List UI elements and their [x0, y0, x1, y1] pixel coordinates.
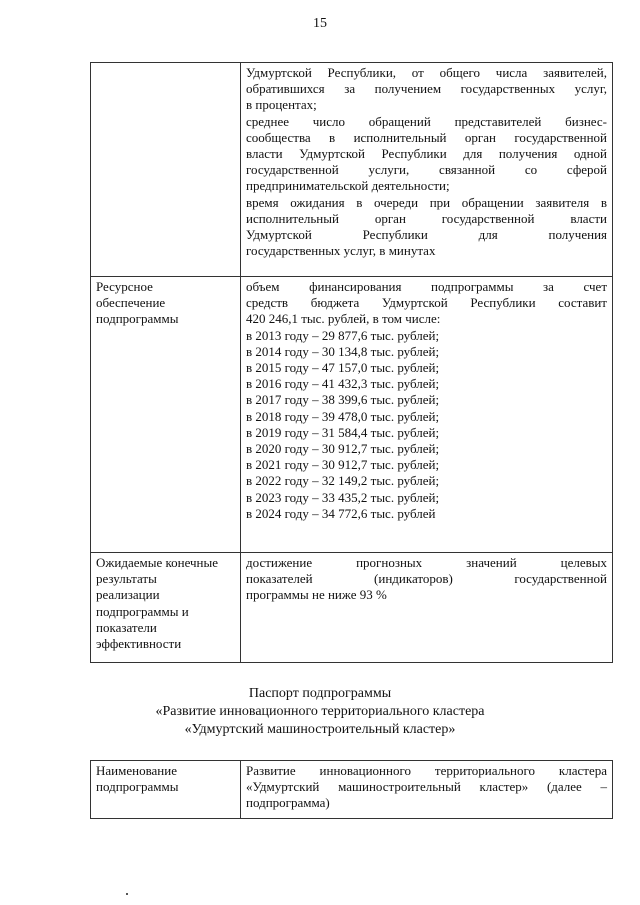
table-row [91, 277, 613, 553]
table-row [91, 553, 613, 663]
text-line: программы не ниже 93 % [246, 587, 387, 603]
label-line: подпрограммы и [96, 603, 189, 619]
text-line: средств бюджета Удмуртской Республики составит [246, 295, 607, 311]
funding-cell [241, 277, 613, 553]
text-line: Развитие инновационного территориального кластера [246, 763, 607, 778]
funding-year-line: в 2021 году – 30 912,7 тыс. рублей; [246, 457, 440, 473]
page-number: 15 [313, 16, 327, 31]
label-line: показатели [96, 619, 157, 635]
text-line: исполнительный орган государственной власти [246, 210, 607, 226]
funding-year-line: в 2022 году – 32 149,2 тыс. рублей; [246, 473, 440, 489]
label-line: эффективности [96, 636, 182, 652]
text-line: 420 246,1 тыс. рублей, в том числе: [246, 311, 441, 327]
text-line: Удмуртской Республики, от общего числа заявителей, [246, 65, 607, 80]
text-line: время ожидания в очереди при обращении заявителя в [246, 194, 607, 210]
text-line: обратившихся за получением государственных услуг, [246, 81, 607, 97]
indicators-continued-cell [241, 63, 613, 277]
passport-subheading: «Удмуртский машиностроительный кластер» [184, 722, 456, 737]
label-line: результаты [96, 571, 157, 587]
funding-year-line: в 2023 году – 33 435,2 тыс. рублей; [246, 489, 440, 505]
row-label-resources [91, 277, 241, 553]
text-line: в процентах; [246, 97, 317, 113]
row-label-name [91, 761, 241, 819]
funding-year-line: в 2018 году – 39 478,0 тыс. рублей; [246, 408, 440, 424]
subprogram-name-cell [241, 761, 613, 819]
passport-heading: Паспорт подпрограммы [248, 686, 392, 701]
text-line: объем финансирования подпрограммы за счет [246, 279, 607, 294]
subprogram-passport-table-continued [90, 62, 613, 663]
label-line: Наименование [96, 763, 177, 778]
text-line: подпрограмма) [246, 795, 330, 811]
funding-year-line: в 2013 году – 29 877,6 тыс. рублей; [246, 327, 440, 343]
label-line: обеспечение [96, 295, 166, 311]
row-label-results [91, 553, 241, 663]
text-line: государственной услуги, связанной со сферой [246, 162, 607, 178]
expected-results-cell [241, 553, 613, 663]
funding-year-line: в 2017 году – 38 399,6 тыс. рублей; [246, 392, 440, 408]
text-line: предпринимательской деятельности; [246, 178, 450, 194]
funding-year-line: в 2016 году – 41 432,3 тыс. рублей; [246, 376, 440, 392]
label-line: подпрограммы [96, 779, 179, 795]
text-line: «Удмуртский машиностроительный кластер» (далее – [246, 779, 607, 795]
subprogram-passport-table [90, 760, 613, 819]
text-line: среднее число обращений представителей бизнес- [246, 113, 607, 129]
label-line: Ресурсное [96, 279, 153, 294]
text-line: государственных услуг, в минутах [246, 243, 436, 259]
row-label [91, 63, 241, 277]
text-line: Удмуртской Республики для получения [246, 227, 607, 243]
label-line: Ожидаемые конечные [96, 555, 219, 570]
text-line: сообщества в исполнительный орган государственной [246, 129, 607, 145]
text-line: власти Удмуртской Республики для получения одной [246, 146, 607, 162]
label-line: подпрограммы [96, 311, 179, 327]
funding-year-line: в 2014 году – 30 134,8 тыс. рублей; [246, 343, 440, 359]
text-line: достижение прогнозных значений целевых [246, 555, 607, 570]
label-line: реализации [96, 587, 160, 603]
funding-year-line: в 2019 году – 31 584,4 тыс. рублей; [246, 424, 440, 440]
table-row [91, 761, 613, 819]
scan-speck [126, 893, 128, 895]
passport-subheading: «Развитие инновационного территориального кластера [155, 704, 485, 719]
funding-year-line: в 2024 году – 34 772,6 тыс. рублей [246, 505, 436, 521]
text-line: показателей (индикаторов) государственной [246, 571, 607, 587]
funding-year-line: в 2015 году – 47 157,0 тыс. рублей; [246, 360, 440, 376]
table-row [91, 63, 613, 277]
funding-year-line: в 2020 году – 30 912,7 тыс. рублей; [246, 441, 440, 457]
